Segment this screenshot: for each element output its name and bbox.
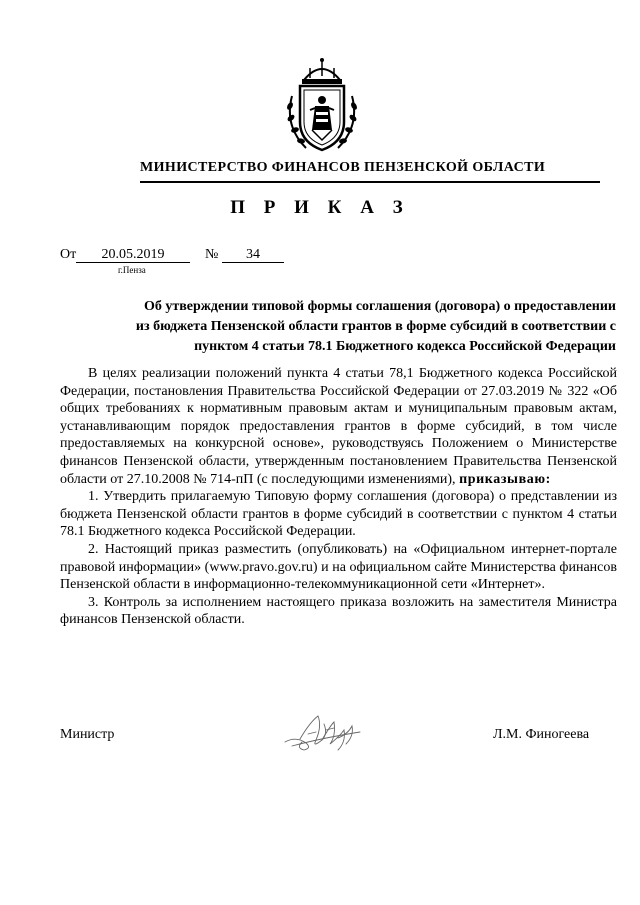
order-item-3: 3. Контроль за исполнением настоящего приказа возложить на заместителя Министра финансов Пензенской области. [60,594,617,628]
preamble-paragraph [60,365,617,488]
coat-of-arms-emblem [282,56,362,156]
signatory-title: Министр [60,727,115,742]
subject-line: Об утверждении типовой формы соглашения (договора) о предоставлении [143,299,616,314]
header-rule [140,181,600,183]
document-subject [70,297,616,357]
signatory-name: Л.М. Финогеева [493,727,590,742]
ministry-name: МИНИСТЕРСТВО ФИНАНСОВ ПЕНЗЕНСКОЙ ОБЛАСТИ [140,160,546,175]
order-command: приказываю: [459,471,551,487]
date-from-label: От [60,247,77,262]
document-number: 34 [222,247,284,263]
order-item-1: 1. Утвердить прилагаемую Типовую форму соглашения (договора) о представлении из бюджета Пензенской области грантов в форме субсидий в соответствии с пунктом 4 статьи 78.1 Бюджетного кодекса Российской Федерации. [60,489,617,540]
subject-line: из бюджета Пензенской области грантов в форме субсидий в соответствии с [135,319,616,334]
subject-line: пунктом 4 статьи 78.1 Бюджетного кодекса Российской Федерации [194,339,616,354]
order-item-2: 2. Настоящий приказ разместить (опубликовать) на «Официальном интернет-портале правовой информации» (www.pravo.gov.ru) и на официальном сайте Министерства финансов Пензенской области в информационно-телекоммуникационной сети «Интернет». [60,541,617,593]
city-label: г.Пенза [118,265,146,275]
handwritten-signature [282,712,364,754]
document-date: 20.05.2019 [76,247,190,263]
document-body [60,365,617,629]
document-title: П Р И К А З [230,197,410,218]
preamble-text: В целях реализации положений пункта 4 статьи 78,1 Бюджетного кодекса Российской Федерации, постановления Правительства Российской Федерации от 27.03.2019 № 322 «Об общих требованиях к нормативным правовым актам и муниципальным правовым актам, устанавливающим порядок предоставления грантов в форме субсидий, в том числе предоставляемых на конкурсной основе», руководствуясь Положением о Министерстве финансов Пензенской области, утвержденным постановлением Правительства Пензенской области от 27.10.2008 № 714-пП (с последующими изменениями), [60,366,617,487]
number-label: № [205,247,219,262]
